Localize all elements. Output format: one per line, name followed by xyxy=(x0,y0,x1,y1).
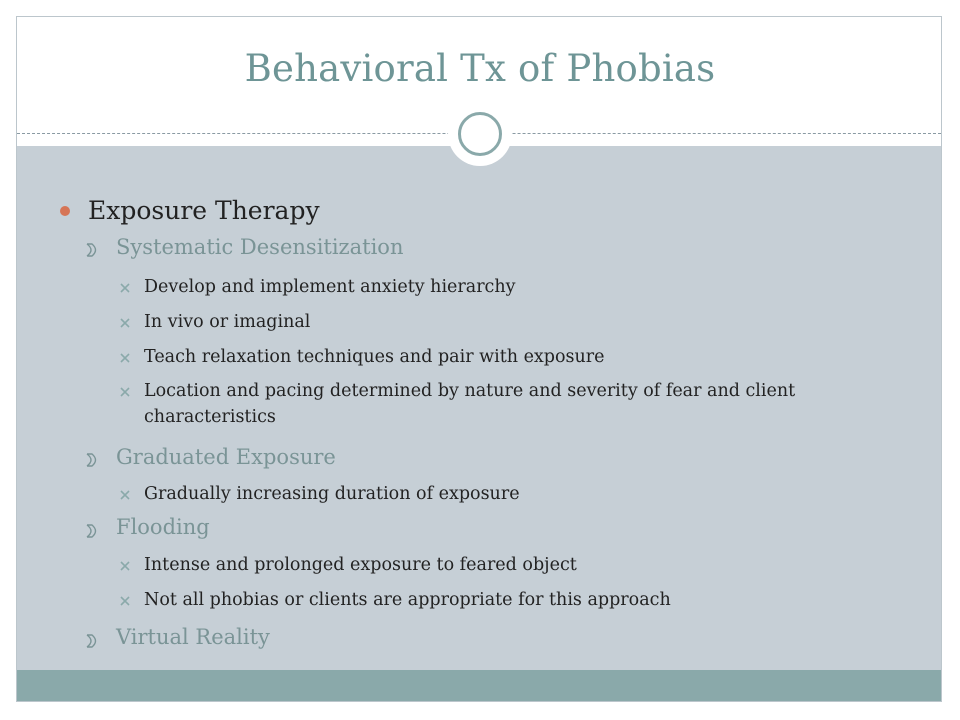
slide-title: Behavioral Tx of Phobias xyxy=(244,47,716,90)
x-bullet-icon xyxy=(120,490,130,500)
list-item: Location and pacing determined by nature and severity of fear and client characteristics xyxy=(144,381,796,427)
section-label: Virtual Reality xyxy=(116,625,270,649)
level2-bullet-icon xyxy=(86,242,100,258)
section-label: Graduated Exposure xyxy=(116,445,336,469)
x-bullet-icon xyxy=(120,387,130,397)
list-item: In vivo or imaginal xyxy=(144,312,311,332)
list-item: Gradually increasing duration of exposure xyxy=(144,484,520,504)
section-label: Flooding xyxy=(116,515,210,539)
level2-bullet-icon xyxy=(86,523,100,539)
level2-bullet-icon xyxy=(86,452,100,468)
section-label: Systematic Desensitization xyxy=(116,235,404,259)
footer-bar xyxy=(17,670,941,701)
x-bullet-icon xyxy=(120,353,130,363)
list-item: Teach relaxation techniques and pair with exposure xyxy=(144,347,605,367)
x-bullet-icon xyxy=(120,318,130,328)
list-item: Not all phobias or clients are appropriate for this approach xyxy=(144,590,671,610)
level2-bullet-icon xyxy=(86,633,100,649)
level1-bullet-icon xyxy=(60,206,70,216)
list-item: Develop and implement anxiety hierarchy xyxy=(144,277,516,297)
x-bullet-icon xyxy=(120,283,130,293)
divider-ring-icon xyxy=(458,112,502,156)
x-bullet-icon xyxy=(120,561,130,571)
heading-exposure-therapy: Exposure Therapy xyxy=(88,196,320,225)
x-bullet-icon xyxy=(120,596,130,606)
list-item: Intense and prolonged exposure to feared object xyxy=(144,555,577,575)
